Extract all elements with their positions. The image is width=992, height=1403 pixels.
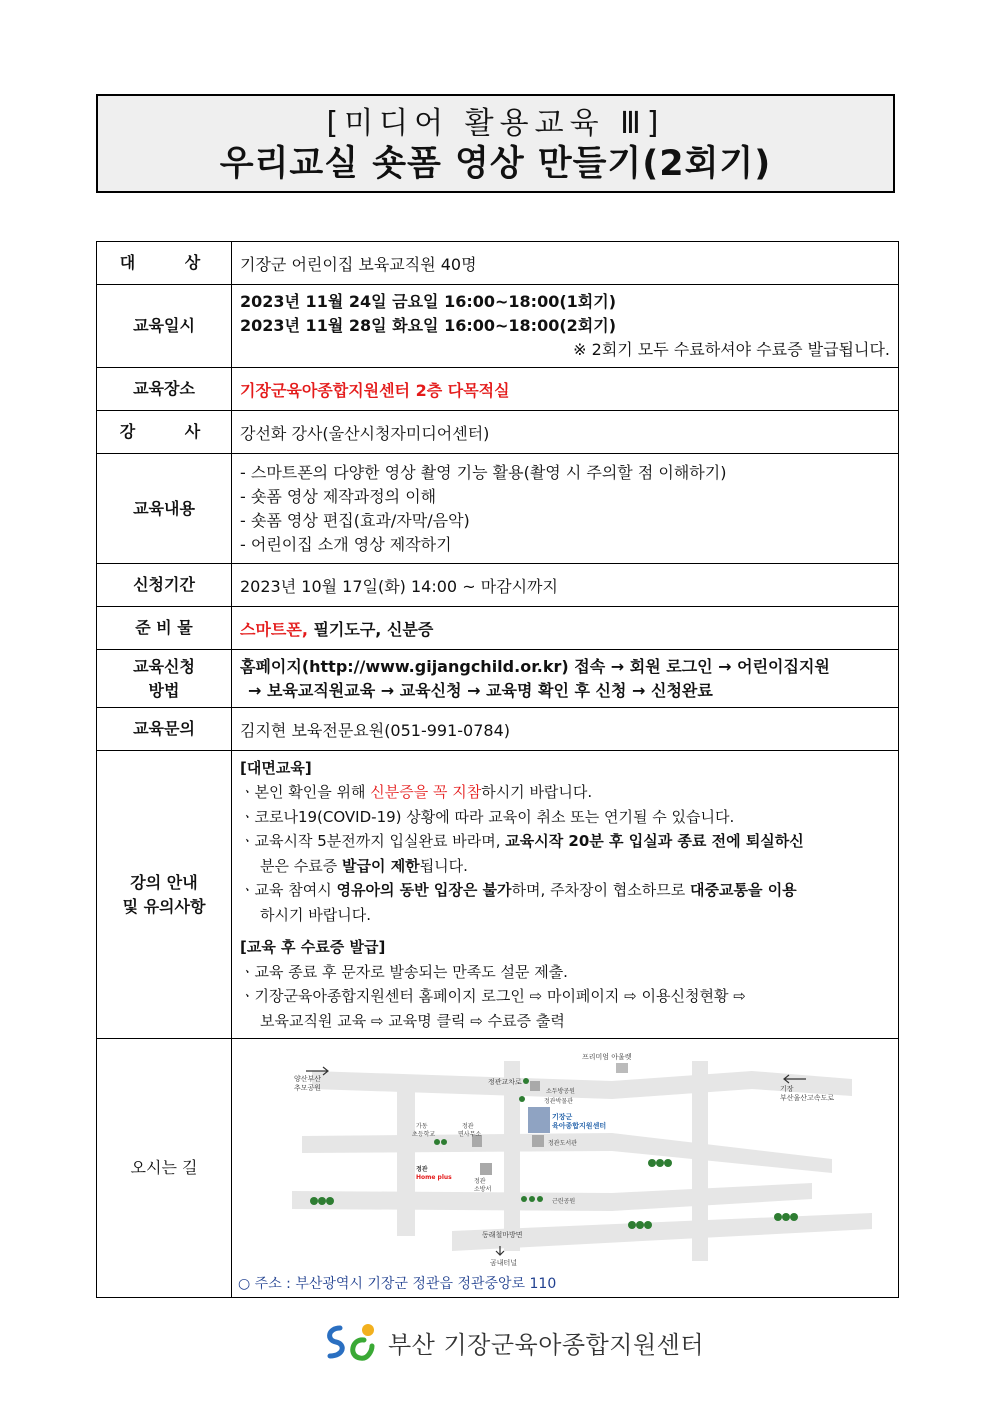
cert-item-2: ㆍ기장군육아종합지원센터 홈페이지 로그인 ⇨ 마이페이지 ⇨ 이용신청현황 ⇨ — [240, 987, 746, 1006]
label-notes-line1: 강의 안내 — [130, 872, 198, 892]
map-label: 정관도서관 — [548, 1140, 577, 1147]
row-directions — [97, 1039, 899, 1298]
row-lecturer — [97, 411, 899, 454]
map-label: 부산울산고속도로 — [780, 1094, 835, 1102]
apply-line2: → 보육교직원교육 → 교육신청 → 교육명 확인 후 신청 → 신청완료 — [248, 680, 713, 700]
notes-section2-title: [교육 후 수료증 발급] — [240, 938, 386, 957]
tree-icon — [310, 1197, 318, 1205]
notes-text: ㆍ교육 참여시 — [240, 881, 337, 900]
content-item: - 숏폼 영상 편집(효과/자막/음악) — [240, 510, 470, 530]
label-apply-line1: 교육신청 — [133, 656, 195, 676]
row-content — [97, 454, 899, 564]
title-box — [96, 94, 895, 193]
center-building-icon — [528, 1107, 550, 1133]
map-label: 프리미엄 아울렛 — [582, 1053, 632, 1061]
map-label: 정관 — [474, 1178, 486, 1185]
tree-icon — [529, 1196, 535, 1202]
value-apply — [232, 650, 899, 708]
footer-org-name: 부산 기장군육아종합지원센터 — [388, 1330, 705, 1359]
cert-item-1: ㆍ교육 종료 후 문자로 발송되는 만족도 설문 제출. — [240, 962, 568, 981]
cert-item-3: 보육교직원 교육 ⇨ 교육명 클릭 ⇨ 수료증 출력 — [260, 1011, 565, 1030]
notes-bold-text: 발급이 제한 — [342, 856, 420, 875]
label-content: 교육내용 — [97, 454, 232, 564]
label-lecturer: 강 사 — [97, 411, 232, 454]
tree-icon — [790, 1213, 798, 1221]
notes-text: 됩니다. — [419, 856, 468, 875]
map-label: 정관박물관 — [544, 1098, 573, 1105]
label-apply — [97, 650, 232, 708]
tree-icon — [537, 1196, 543, 1202]
row-apply — [97, 650, 899, 708]
label-apply-line2: 방법 — [148, 680, 180, 700]
map-label: 가동 — [416, 1123, 428, 1130]
tree-icon — [523, 1078, 529, 1084]
notes-text: ㆍ본인 확인을 위해 — [240, 783, 371, 802]
map-label: 면사무소 — [458, 1131, 482, 1138]
map-label: 근린공원 — [552, 1198, 576, 1205]
label-directions: 오시는 길 — [97, 1039, 232, 1298]
road-vertical-2 — [504, 1061, 520, 1251]
apply-line1: 홈페이지(http://www.gijangchild.or.kr) 접속 → 회원 로그인 → 어린이집지원 — [240, 656, 830, 676]
notes-bold-text: 영유아의 동반 입장은 불가 — [336, 881, 512, 900]
label-place: 교육장소 — [97, 368, 232, 411]
tree-icon — [318, 1197, 326, 1205]
row-schedule — [97, 285, 899, 368]
notes-text: 하시기 바랍니다. — [481, 783, 593, 802]
row-materials — [97, 607, 899, 650]
value-period: 2023년 10월 17일(화) 14:00 ~ 마감시까지 — [232, 564, 899, 607]
row-notes — [97, 751, 899, 1039]
tree-icon — [521, 1196, 527, 1202]
value-lecturer: 강선화 강사(울산시청자미디어센터) — [232, 411, 899, 454]
value-notes — [232, 751, 899, 1039]
map-label: Home plus — [416, 1174, 452, 1181]
value-place: 기장군육아종합지원센터 2층 다목적실 — [232, 368, 899, 411]
road-vertical-3 — [692, 1061, 708, 1261]
value-directions — [232, 1039, 899, 1298]
fire-station-icon — [480, 1163, 492, 1175]
tree-icon — [656, 1159, 664, 1167]
map-label: 기장 — [780, 1085, 794, 1093]
materials-smartphone: 스마트폰, — [240, 619, 308, 639]
title-subtitle: [미디어 활용교육 Ⅲ] — [326, 106, 665, 141]
schedule-line1: 2023년 11월 24일 금요일 16:00~18:00(1회기) — [240, 292, 617, 311]
notes-bold-text: 교육시작 20분 후 입실과 종료 전에 퇴실하신 — [505, 832, 804, 851]
notes-item-3-cont — [240, 854, 890, 879]
map-label: 기장군 — [552, 1113, 573, 1121]
notes-text: ㆍ교육시작 5분전까지 입실완료 바라며, — [240, 832, 506, 851]
label-schedule: 교육일시 — [97, 285, 232, 368]
notes-text: 하며, 주차장이 협소하므로 — [511, 881, 691, 900]
tree-icon — [782, 1213, 790, 1221]
map-label: 추모공원 — [294, 1084, 322, 1092]
info-table — [96, 241, 899, 1298]
label-inquiry: 교육문의 — [97, 708, 232, 751]
org-logo-icon — [322, 1320, 380, 1364]
notes-text: 분은 수료증 — [260, 856, 342, 875]
label-materials: 준 비 물 — [97, 607, 232, 650]
value-inquiry: 김지현 보육전문요원(051-991-0784) — [232, 708, 899, 751]
notes-bold-text: 대중교통을 이용 — [690, 881, 797, 900]
materials-rest: 필기도구, 신분증 — [307, 619, 434, 639]
tree-icon — [434, 1139, 440, 1145]
notes-item-3 — [240, 829, 890, 854]
tree-icon — [648, 1159, 656, 1167]
library-building-icon — [532, 1135, 544, 1147]
value-materials — [232, 607, 899, 650]
value-content — [232, 454, 899, 564]
content-item: - 스마트폰의 다양한 영상 촬영 기능 활용(촬영 시 주의할 점 이해하기) — [240, 462, 727, 482]
tree-icon — [628, 1221, 636, 1229]
tree-icon — [774, 1213, 782, 1221]
map-label: 양산부산 — [294, 1075, 322, 1083]
map-label: 정관 — [462, 1123, 474, 1130]
label-notes-line2: 및 유의사항 — [122, 896, 206, 916]
notes-item-4-cont: 하시기 바랍니다. — [260, 905, 371, 924]
map-label: 소두방공원 — [546, 1088, 575, 1095]
map-label: 육아종합지원센터 — [552, 1122, 607, 1130]
map-label: 동래철마방면 — [482, 1231, 523, 1239]
label-target: 대 상 — [97, 242, 232, 285]
content-item: - 숏폼 영상 제작과정의 이해 — [240, 486, 437, 506]
notes-item-2: ㆍ코로나19(COVID-19) 상황에 따라 교육이 취소 또는 연기될 수 있습니다. — [240, 807, 735, 826]
content-item: - 어린이집 소개 영상 제작하기 — [240, 534, 452, 554]
row-inquiry — [97, 708, 899, 751]
schedule-note: ※ 2회기 모두 수료하셔야 수료증 발급됩니다. — [573, 340, 890, 359]
label-period: 신청기간 — [97, 564, 232, 607]
value-target: 기장군 어린이집 보육교직원 40명 — [232, 242, 899, 285]
row-period — [97, 564, 899, 607]
map — [232, 1041, 898, 1295]
museum-icon — [530, 1081, 540, 1091]
footer — [322, 1320, 704, 1364]
notes-section1-title: [대면교육] — [240, 758, 312, 777]
label-notes — [97, 751, 232, 1039]
map-label: 곰내터널 — [490, 1259, 518, 1267]
road-top — [312, 1071, 852, 1099]
map-svg — [232, 1041, 912, 1295]
notes-item-4 — [240, 878, 890, 903]
map-label: 소방서 — [474, 1186, 492, 1193]
tree-icon — [644, 1221, 652, 1229]
map-label: 초등학교 — [412, 1131, 436, 1138]
title-main: 우리교실 숏폼 영상 만들기(2회기) — [219, 144, 772, 184]
map-label: 정관교차로 — [488, 1078, 522, 1086]
tree-icon — [441, 1139, 447, 1145]
outlet-icon — [616, 1063, 628, 1073]
tree-icon — [664, 1159, 672, 1167]
row-target — [97, 242, 899, 285]
tree-icon — [326, 1197, 334, 1205]
notes-item-1 — [240, 780, 890, 805]
value-schedule — [232, 285, 899, 368]
notes-red-text: 신분증을 꼭 지참 — [370, 783, 482, 802]
road-lower — [292, 1183, 812, 1211]
map-label: 정관 — [416, 1166, 428, 1173]
road-vertical-1 — [397, 1086, 415, 1236]
row-place — [97, 368, 899, 411]
schedule-line2: 2023년 11월 28일 화요일 16:00~18:00(2회기) — [240, 316, 617, 335]
tree-icon — [636, 1221, 644, 1229]
address-text: ○ 주소 : 부산광역시 기장군 정관읍 정관중앙로 110 — [238, 1276, 557, 1292]
tree-icon — [519, 1096, 525, 1102]
road-middle — [302, 1133, 832, 1173]
